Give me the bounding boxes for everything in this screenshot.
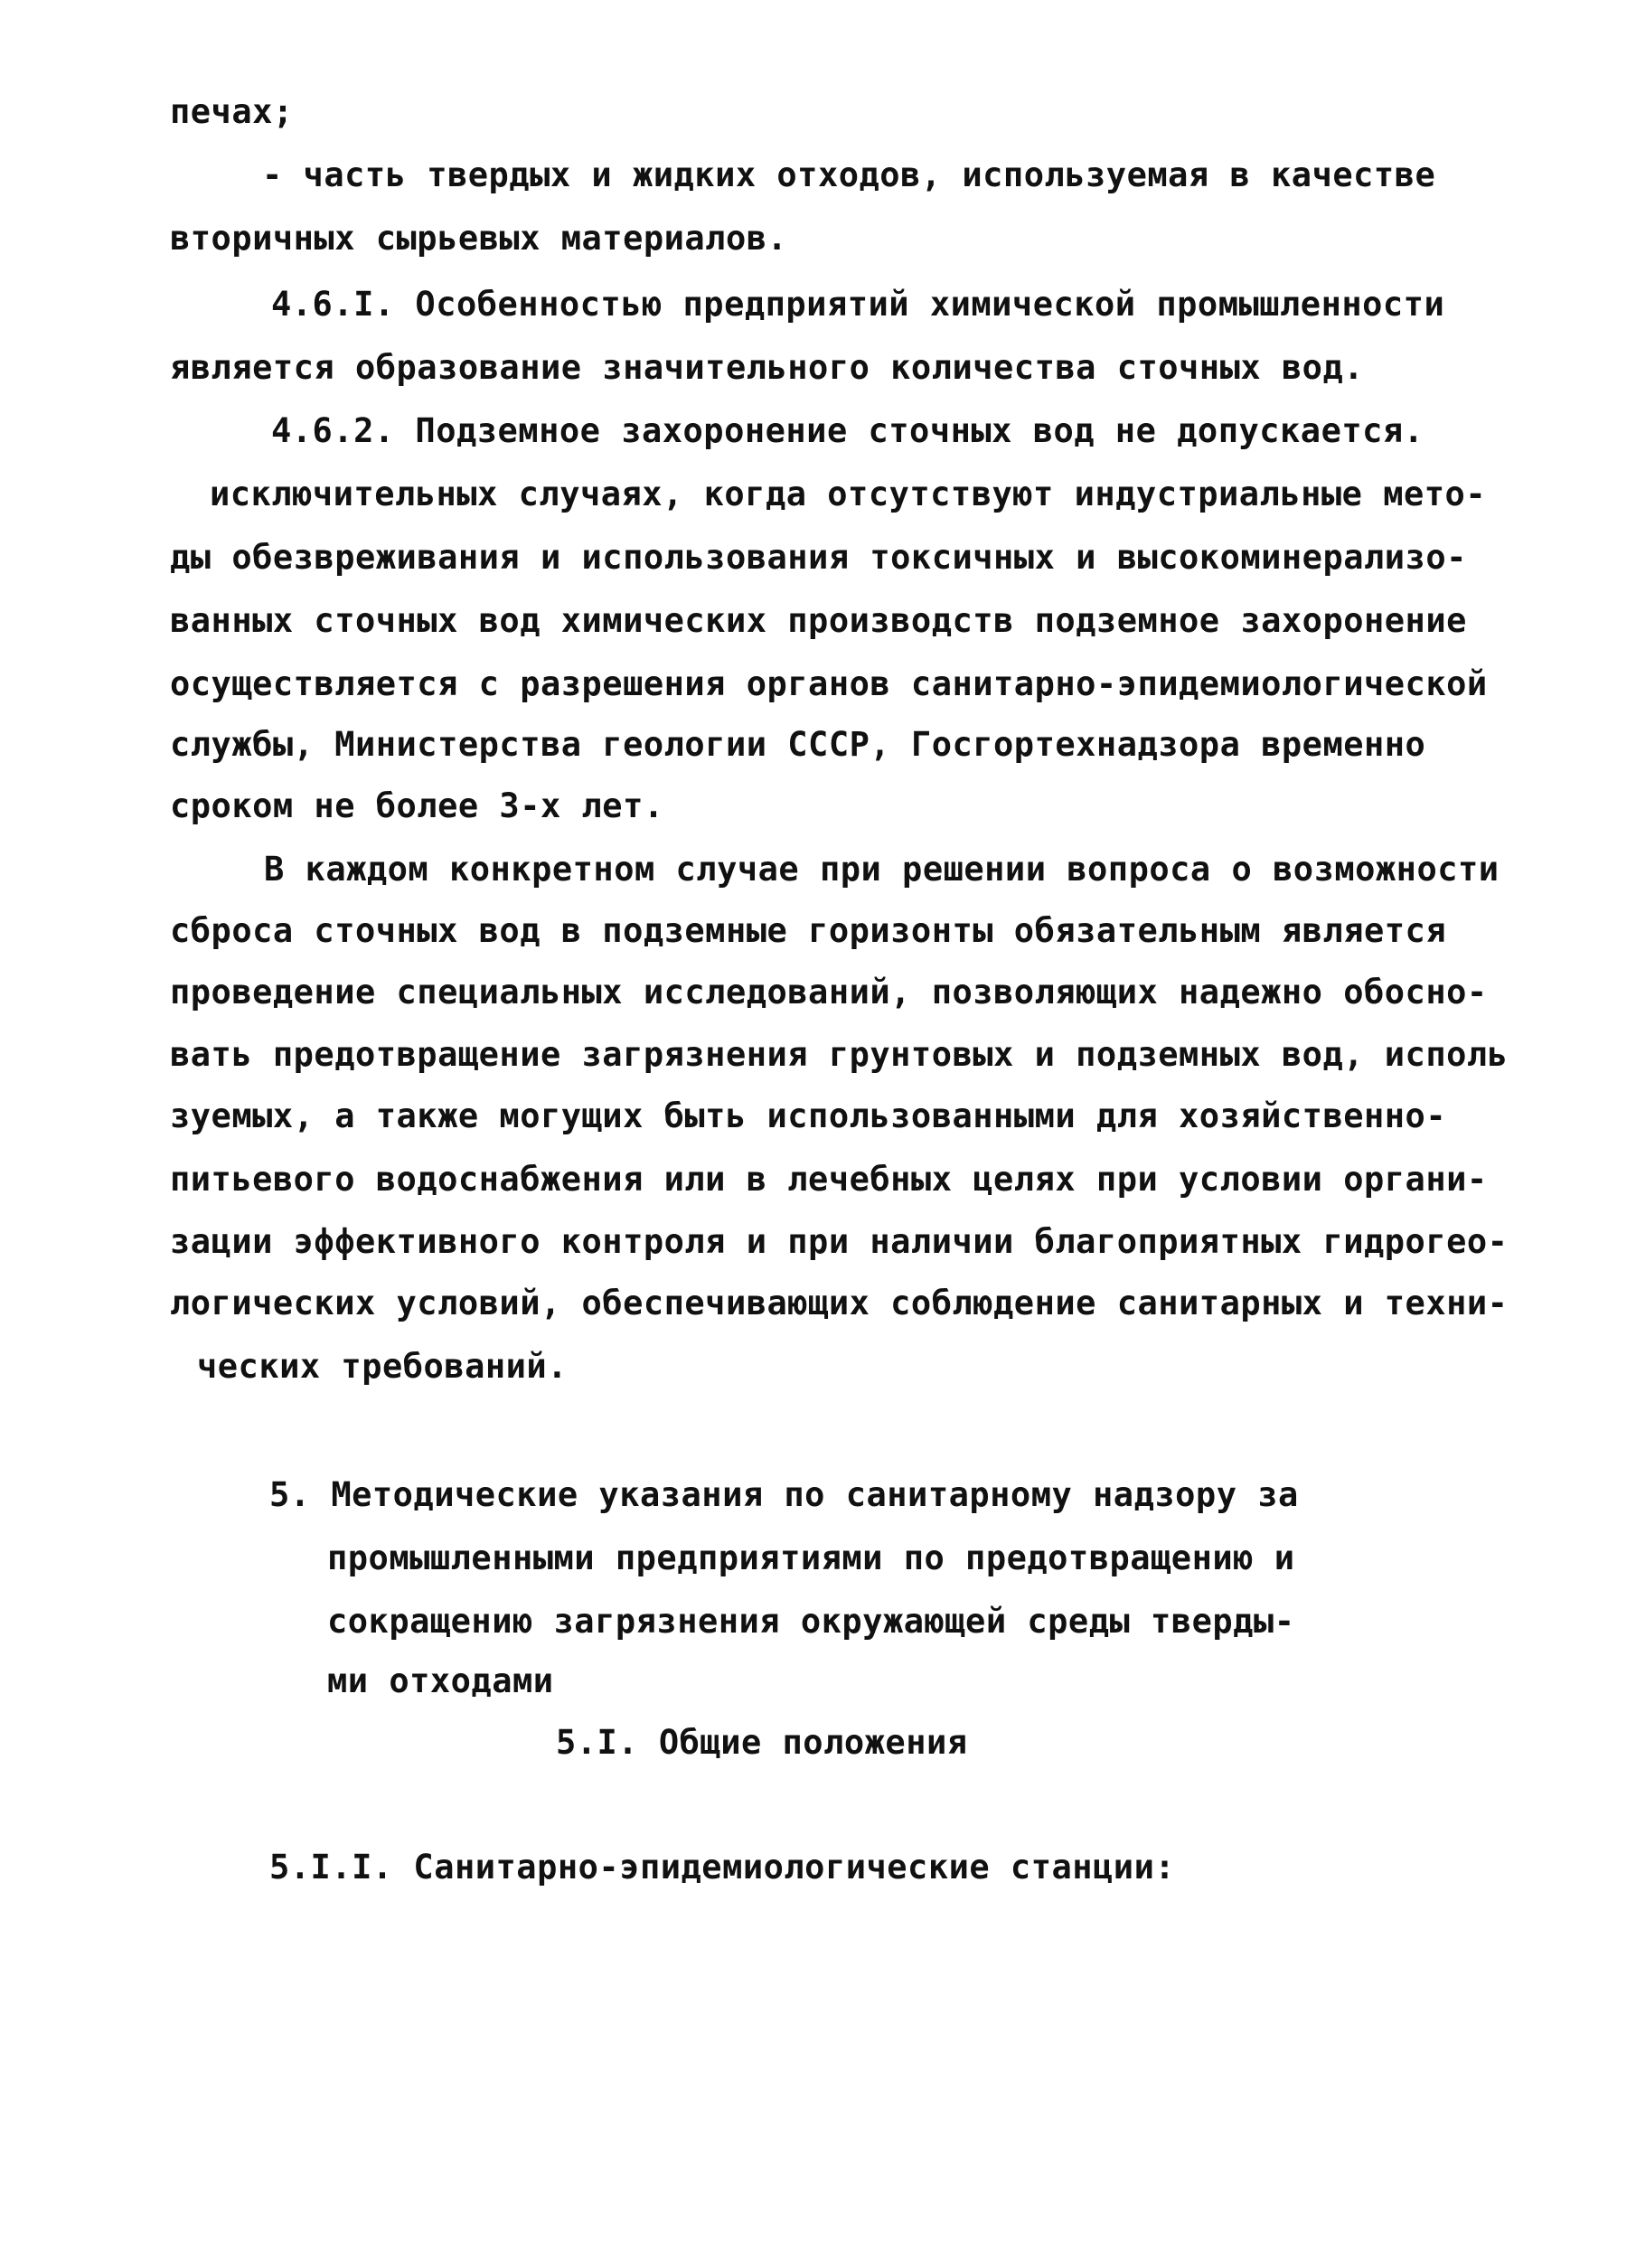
text-line-12: сроком не более 3-х лет. xyxy=(170,786,664,825)
text-line-7: исключительных случаях, когда отсутствуют индустриальные мето- xyxy=(210,475,1487,513)
text-line-6: 4.6.2. Подземное захоронение сточных вод не допускается. xyxy=(271,411,1424,450)
text-line-15: проведение специальных исследований, позволяющих надежно обосно- xyxy=(170,973,1488,1012)
text-line-9: ванных сточных вод химических производств подземное захоронение xyxy=(170,601,1467,640)
text-line-20: логических условий, обеспечивающих соблюдение санитарных и техни- xyxy=(170,1284,1509,1322)
text-line-17: зуемых, а также могущих быть использованными для хозяйственно- xyxy=(170,1096,1447,1135)
text-line-1: печах; xyxy=(170,92,294,131)
text-line-16: вать предотвращение загрязнения грунтовых и подземных вод, исполь xyxy=(170,1035,1509,1074)
text-line-21: ческих требований. xyxy=(197,1347,568,1386)
section-heading-5-line-3: сокращению загрязнения окружающей среды тверды- xyxy=(327,1602,1295,1641)
text-line-18: питьевого водоснабжения или в лечебных целях при условии органи- xyxy=(170,1160,1488,1199)
text-line-2: - часть твердых и жидких отходов, используемая в качестве xyxy=(262,155,1436,194)
text-line-14: сброса сточных вод в подземные горизонты обязательным является xyxy=(170,911,1447,950)
text-line-3: вторичных сырьевых материалов. xyxy=(170,219,788,258)
subsection-heading-5-1: 5.I. Общие положения xyxy=(556,1723,968,1762)
subsection-heading-5-1-1: 5.I.I. Санитарно-эпидемиологические станции: xyxy=(269,1848,1176,1887)
text-line-13: В каждом конкретном случае при решении вопроса о возможности xyxy=(264,850,1500,889)
text-line-5: является образование значительного количества сточных вод. xyxy=(170,348,1365,387)
text-line-19: зации эффективного контроля и при наличии благоприятных гидрогео- xyxy=(170,1222,1509,1261)
section-heading-5-line-1: 5. Методические указания по санитарному надзору за xyxy=(269,1475,1299,1514)
text-line-4: 4.6.I. Особенностью предприятий химической промышленности xyxy=(271,285,1445,324)
section-heading-5-line-2: промышленными предприятиями по предотвращению и xyxy=(327,1539,1295,1577)
text-line-11: службы, Министерства геологии СССР, Госгортехнадзора временно xyxy=(170,725,1426,764)
text-line-10: осуществляется с разрешения органов санитарно-эпидемиологической xyxy=(170,664,1488,703)
text-line-8: ды обезвреживания и использования токсичных и высокоминерализо- xyxy=(170,538,1467,577)
section-heading-5-line-4: ми отходами xyxy=(327,1661,554,1700)
